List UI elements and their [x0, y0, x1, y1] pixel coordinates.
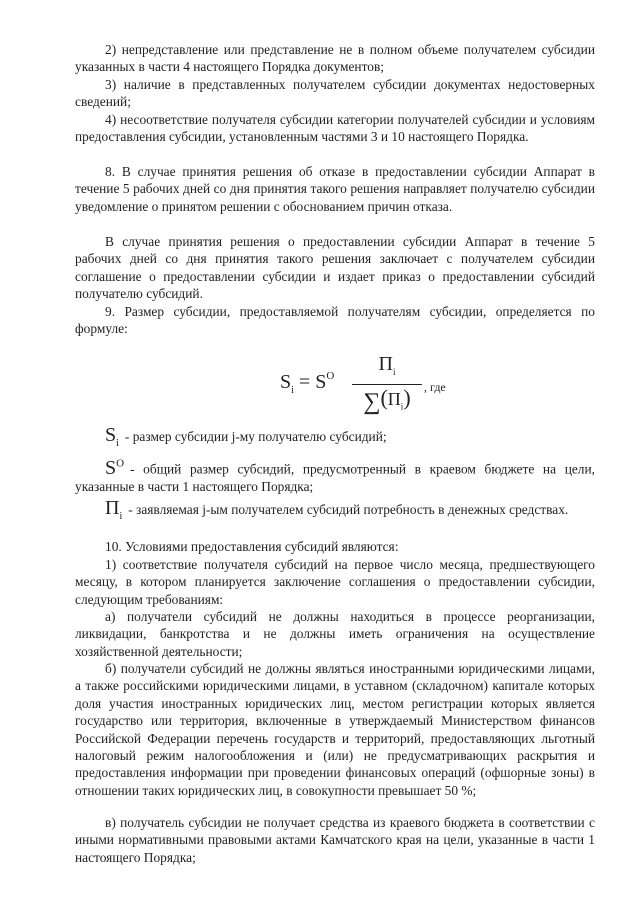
- formula-s: S: [280, 371, 292, 393]
- paragraph-condition-b: б) получатели субсидий не должны являться иностранными юридическими лицами, а также российскими юридическими лицами, в уставном (складочном) капитале которых доля участия иностранных юридических лиц, местом регистрации которых является государство или территория, включенные в утверждаемый Министерством финансов Российской Федерации перечень государств и территорий, предоставляющих льготный налоговый режим налогообложения и (или) не предусматривающих раскрытия и предоставления информации при проведении финансовых операций (офшорные зоны) в отношении таких юридических лиц, в совокупности превышает 50 %;: [75, 661, 595, 798]
- definition-so-symbol: $S^O$: [105, 456, 125, 479]
- formula-lhs: [280, 370, 334, 396]
- formula-numerator-symbol: П: [378, 353, 393, 375]
- formula-numerator: [350, 352, 424, 384]
- definition-pi: [75, 497, 595, 525]
- formula-denominator-index: i: [400, 401, 404, 412]
- definition-so: [75, 455, 595, 495]
- definition-pi-symbol: $П_i$: [105, 497, 123, 522]
- subsidy-formula: [276, 352, 476, 416]
- paragraph-condition-1: 1) соответствие получателя субсидий на первое число месяца, предшествующего месяцу, в котором планируется заключение соглашения о предоставлении субсидии, следующим требованиям:: [75, 557, 595, 607]
- formula-fraction: [350, 352, 424, 420]
- formula-numerator-index: i: [392, 367, 396, 377]
- paragraph-condition-v: в) получатель субсидии не получает средства из краевого бюджета в соответствии с иными нормативными правовыми актами Камчатского края на цели, указанные в части 1 настоящего Порядка;: [75, 815, 595, 865]
- formula-s-index: i: [291, 385, 294, 396]
- paragraph-condition-a: а) получатели субсидий не должны находиться в процессе реорганизации, ликвидации, банкротства и не должны иметь ограничения на осуществление хозяйственной деятельности;: [75, 609, 595, 659]
- paragraph-item-3: 3) наличие в представленных получателем субсидии документах недостоверных сведений;: [75, 77, 595, 110]
- formula-sum-symbol: ∑: [363, 389, 381, 415]
- paragraph-item-2: 2) непредставление или представление не в полном объеме получателем субсидии указанных в части 4 настоящего Порядка документов;: [75, 42, 595, 75]
- definition-si-symbol: $S_i$: [105, 424, 119, 449]
- paragraph-section-10: 10. Условиями предоставления субсидий являются:: [105, 539, 399, 554]
- formula-so: S: [315, 371, 327, 393]
- paragraph-decision-grant: В случае принятия решения о предоставлении субсидии Аппарат в течение 5 рабочих дней со дня принятия такого решения заключает с получателем субсидии соглашение о предоставлении субсидии и издает приказ о предоставлении субсидий получателю субсидий.: [75, 234, 595, 302]
- definition-si: [75, 424, 595, 452]
- definition-so-text: - общий размер субсидий, предусмотренный в краевом бюджете на цели, указанные в части 1 настоящего Порядка;: [75, 461, 595, 495]
- formula-equals: =: [298, 371, 311, 393]
- paragraph-section-9: 9. Размер субсидии, предоставляемой получателям субсидии, определяется по формуле:: [75, 304, 595, 337]
- definition-si-text: - размер субсидии j-му получателю субсидий;: [124, 429, 387, 444]
- formula-denominator: $\sum(П_i)$: [363, 385, 411, 415]
- formula-denominator-symbol: П: [387, 389, 401, 409]
- definition-pi-text: - заявляемая j-ым получателем субсидий потребность в денежных средствах.: [128, 502, 569, 517]
- paragraph-item-4: 4) несоответствие получателя субсидии категории получателей субсидии и условиям предоставления субсидии, установленным частями 3 и 10 настоящего Порядка.: [75, 112, 595, 145]
- formula-trailing-text: , где: [424, 380, 446, 394]
- paragraph-section-8: 8. В случае принятия решения об отказе в предоставлении субсидии Аппарат в течение 5 рабочих дней со дня принятия такого решения направляет получателю субсидии уведомление о принятом решении с обоснованием причин отказа.: [75, 164, 595, 214]
- formula-so-superscript: O: [326, 370, 335, 382]
